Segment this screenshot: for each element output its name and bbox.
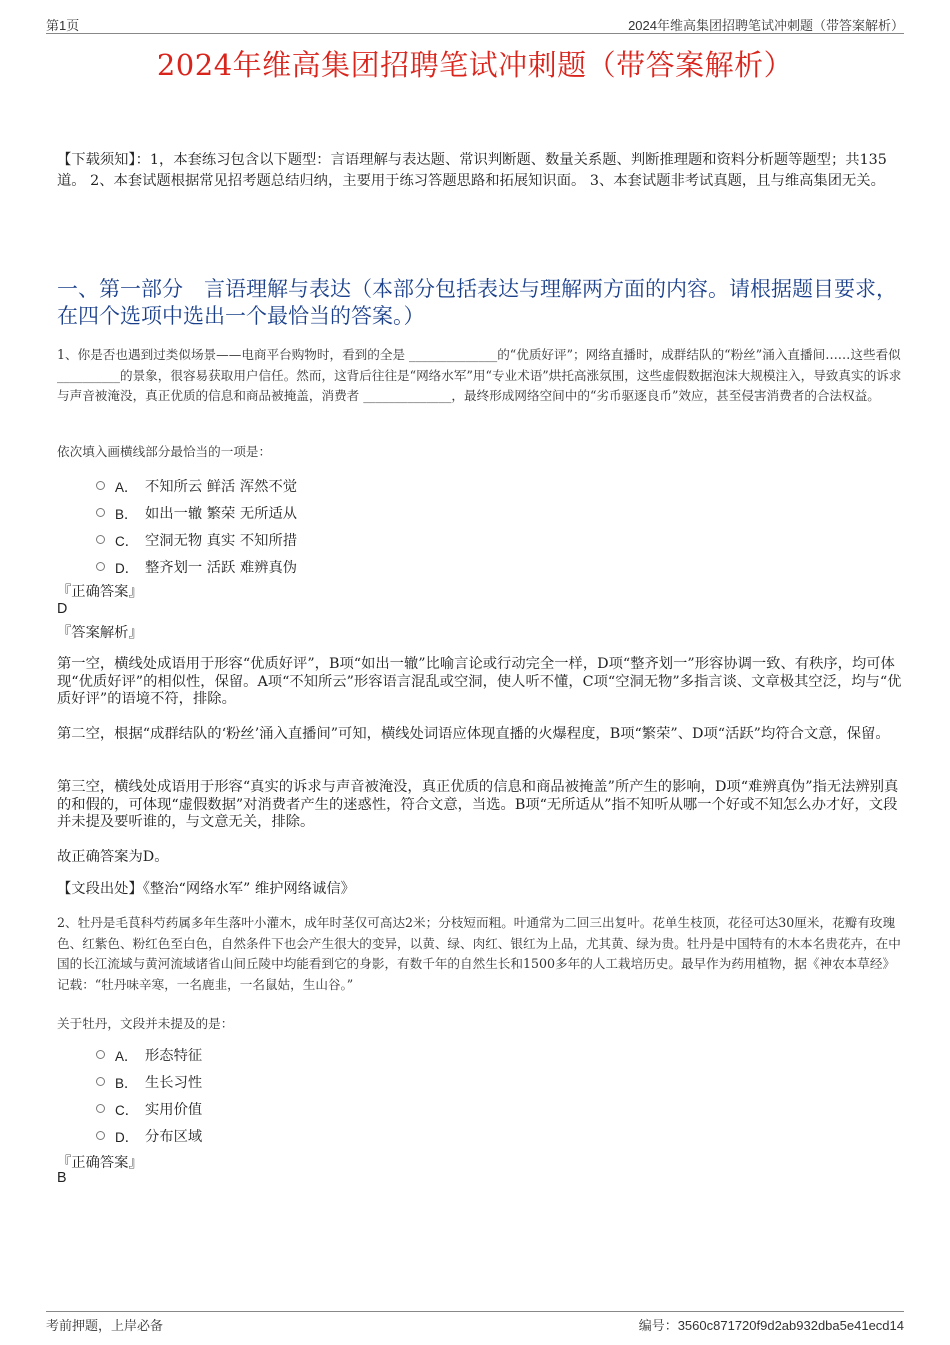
footer-slogan: 考前押题，上岸必备: [46, 1318, 164, 1333]
option-letter: D．: [115, 1129, 139, 1145]
radio-icon[interactable]: [96, 1104, 105, 1113]
analysis-paragraph: 第二空，根据“成群结队的‘粉丝’涌入直播间”可知，横线处词语应体现直播的火爆程度，B项“繁荣”、D项“活跃”均符合文意，保留。: [57, 726, 890, 742]
option-letter: C．: [115, 1102, 139, 1118]
passage-source: 【文段出处】《整治“网络水军” 维护网络诚信》: [57, 881, 355, 897]
option-letter: A．: [115, 1048, 138, 1064]
page-footer: [46, 1311, 904, 1333]
answer-value: D: [57, 601, 68, 617]
page-header: [46, 13, 904, 34]
question-1-prompt: 依次填入画横线部分最恰当的一项是：: [57, 444, 272, 459]
question-2-prompt: 关于牡丹，文段并未提及的是：: [57, 1016, 234, 1031]
section-title: 一、第一部分 言语理解与表达（本部分包括表达与理解两方面的内容。请根据题目要求，在四个选项中选出一个最恰当的答案。）: [57, 277, 897, 328]
radio-icon[interactable]: [96, 481, 105, 490]
analysis-conclusion: 故正确答案为D。: [57, 849, 169, 865]
option-text: 空洞无物 真实 不知所措: [145, 532, 298, 549]
option-b[interactable]: [96, 1068, 202, 1095]
analysis-label: 『答案解析』: [57, 625, 143, 641]
answer-value: B: [57, 1170, 67, 1186]
radio-icon[interactable]: [96, 508, 105, 517]
option-text: 不知所云 鲜活 浑然不觉: [145, 478, 298, 495]
question-1-options: [96, 472, 297, 580]
option-c[interactable]: [96, 1095, 202, 1122]
option-b[interactable]: [96, 499, 297, 526]
radio-icon[interactable]: [96, 1050, 105, 1059]
option-letter: A．: [115, 479, 138, 495]
option-text: 分布区域: [145, 1128, 203, 1145]
option-text: 实用价值: [145, 1101, 203, 1118]
option-text: 如出一辙 繁荣 无所适从: [145, 505, 298, 522]
option-c[interactable]: [96, 526, 297, 553]
question-2-text: 2、牡丹是毛茛科芍药属多年生落叶小灌木，成年时茎仅可高达2米；分枝短而粗。叶通常为二回三出复叶。花单生枝顶，花径可达30厘米，花瓣有玫瑰色、红紫色、粉红色至白色，自然条件下也会产生很大的变异，以黄、绿、肉红、银红为上品，尤其黄、绿为贵。牡丹是中国特有的木本名贵花卉，在中国的长江流域与黄河流域诸省山间丘陵中均能看到它的身影，有数千年的自然生长和1500多年的人工栽培历史。最早作为药用植物，据《神农本草经》记载：“牡丹味辛寒，一名鹿韭，一名鼠姑，生山谷。”: [57, 915, 901, 992]
option-letter: C．: [115, 533, 139, 549]
analysis-paragraph: 第一空，横线处成语用于形容“优质好评”，B项“如出一辙”比喻言论或行动完全一样，D项“整齐划一”形容协调一致、有秩序，均可体现“优质好评”的相似性，保留。A项“不知所云”形容语言混乱或空洞，使人听不懂，C项“空洞无物”多指言谈、文章极其空泛，均与“优质好评”的语境不符，排除。: [57, 656, 902, 707]
option-d[interactable]: [96, 1122, 202, 1149]
option-text: 整齐划一 活跃 难辨真伪: [145, 559, 298, 576]
answer-label: 『正确答案』: [57, 1155, 143, 1171]
download-notice: 【下载须知】：1，本套练习包含以下题型：言语理解与表达题、常识判断题、数量关系题、判断推理题和资料分析题等题型；共135道。 2、本套试题根据常见招考题总结归纳，主要用于练习答题思路和拓展知识面。 3、本套试题非考试真题，且与维高集团无关。: [57, 152, 887, 189]
question-1-text: 1、你是否也遇到过类似场景——电商平台购物时，看到的全是 ______________的“优质好评”；网络直播时，成群结队的“粉丝”涌入直播间……这些看似 __________的景象，很容易获取用户信任。然而，这背后往往是“网络水军”用“专业术语”烘托高涨氛围，这些虚假数据泡沫大规模注入，导致真实的诉求与声音被淹没，真正优质的信息和商品被掩盖，消费者 ______________，最终形成网络空间中的“劣币驱逐良币”效应，甚至侵害消费者的合法权益。: [57, 347, 902, 403]
document-title: 2024年维高集团招聘笔试冲刺题（带答案解析）: [156, 48, 794, 82]
option-a[interactable]: [96, 472, 297, 499]
question-2-options: [96, 1041, 202, 1149]
radio-icon[interactable]: [96, 1077, 105, 1086]
page-number: 第1页: [46, 18, 80, 33]
radio-icon[interactable]: [96, 562, 105, 571]
analysis-paragraph: 第三空，横线处成语用于形容“真实的诉求与声音被淹没，真正优质的信息和商品被掩盖”所产生的影响，D项“难辨真伪”指无法辨别真的和假的，可体现“虚假数据”对消费者产生的迷惑性，符合文意，当选。B项“无所适从”指不知听从哪一个好或不知怎么办才好，文段并未提及要听谁的，与文意无关，排除。: [57, 779, 899, 830]
radio-icon[interactable]: [96, 1131, 105, 1140]
option-letter: D．: [115, 560, 139, 576]
running-title: 2024年维高集团招聘笔试冲刺题（带答案解析）: [628, 18, 904, 33]
radio-icon[interactable]: [96, 535, 105, 544]
answer-label: 『正确答案』: [57, 584, 143, 600]
option-text: 生长习性: [145, 1074, 203, 1091]
option-letter: B．: [115, 506, 138, 522]
option-letter: B．: [115, 1075, 138, 1091]
option-a[interactable]: [96, 1041, 202, 1068]
document-id: 编号：3560c871720f9d2ab932dba5e41ecd14: [638, 1318, 904, 1333]
option-d[interactable]: [96, 553, 297, 580]
option-text: 形态特征: [145, 1047, 203, 1064]
